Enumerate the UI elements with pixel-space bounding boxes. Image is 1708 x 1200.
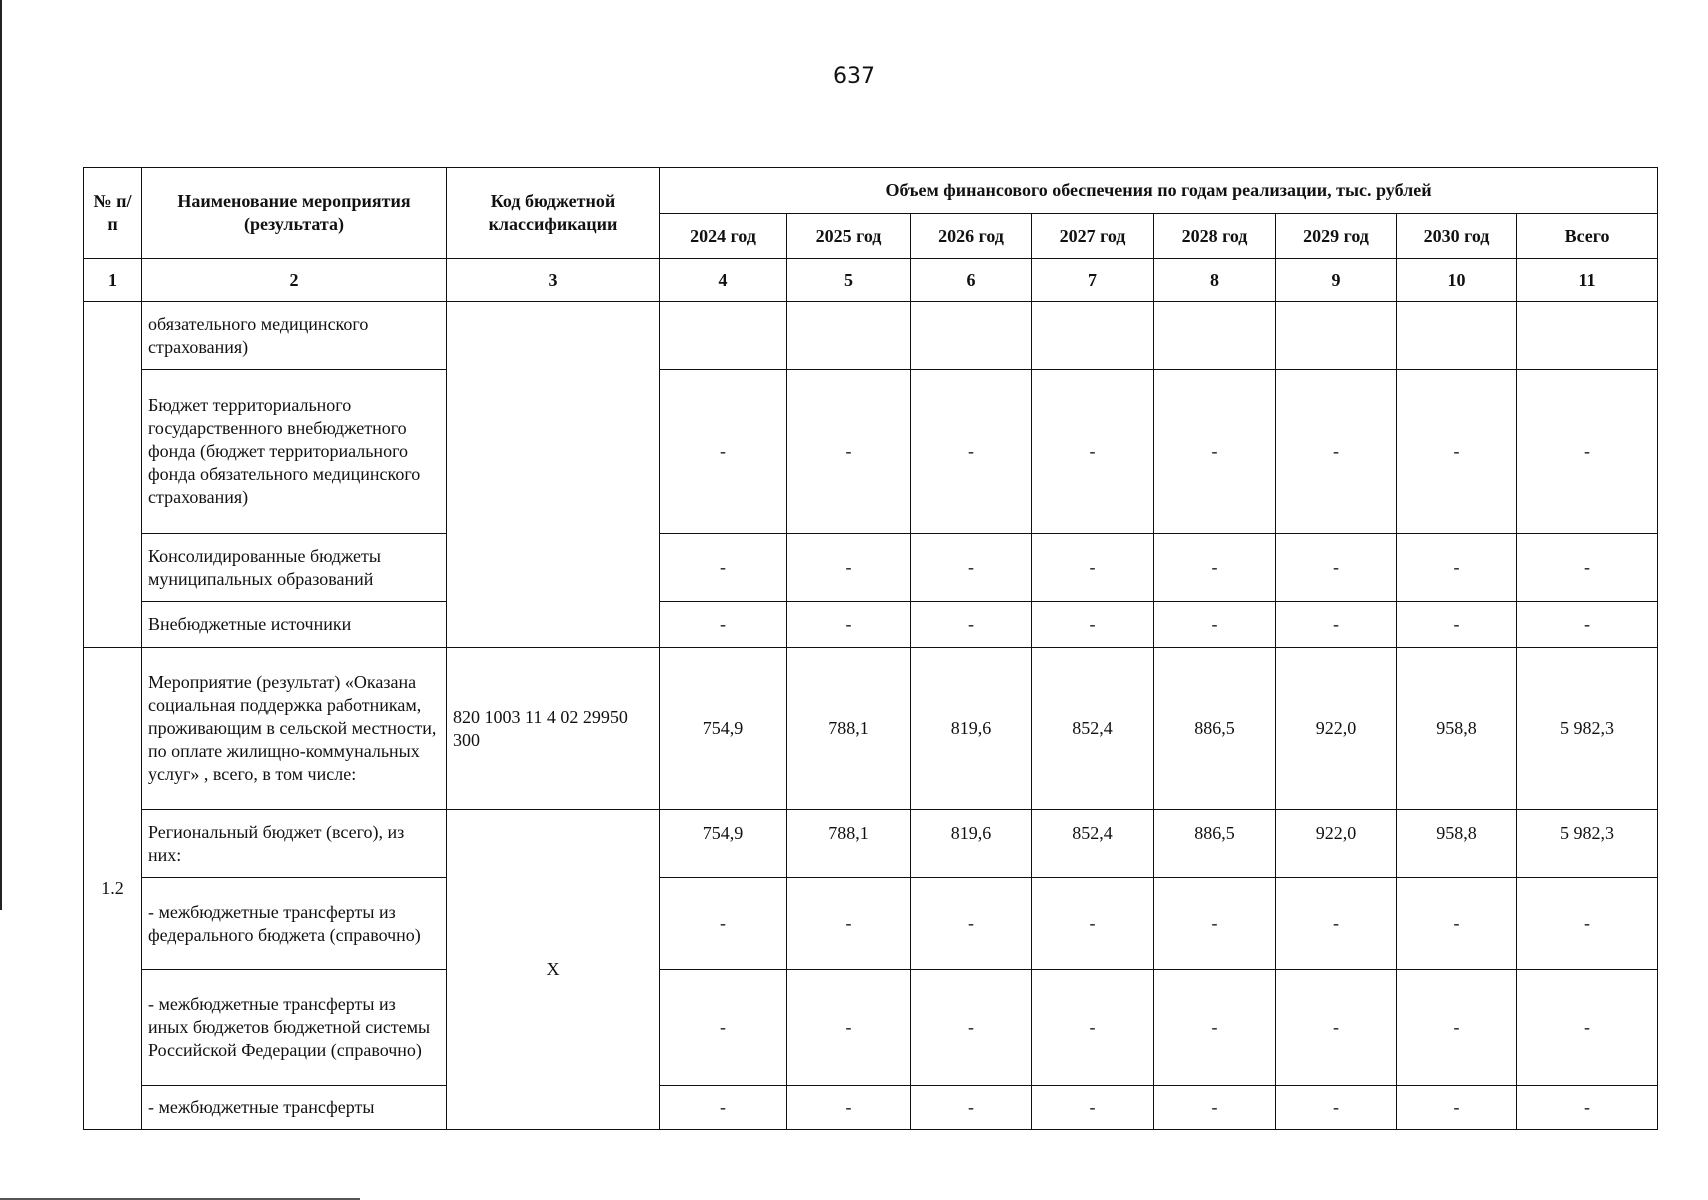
row-name: - межбюджетные трансферты <box>142 1086 447 1130</box>
row-value: - <box>660 1086 787 1130</box>
row-value: - <box>1517 1086 1658 1130</box>
row-value <box>1397 302 1517 370</box>
row-value: 754,9 <box>660 648 787 810</box>
row-value: - <box>1032 1086 1154 1130</box>
column-number: 1 <box>84 259 142 302</box>
row-value: - <box>1032 370 1154 534</box>
row-value: - <box>787 970 911 1086</box>
row-name: - межбюджетные трансферты из федерального бюджета (справочно) <box>142 878 447 970</box>
row-value: - <box>1397 534 1517 602</box>
table-row <box>84 1086 1658 1130</box>
row-value: - <box>1517 970 1658 1086</box>
scan-edge-left <box>0 0 2 910</box>
budget-table <box>83 167 1658 1130</box>
row-value: - <box>1517 534 1658 602</box>
row-name: Мероприятие (результат) «Оказана социальная поддержка работникам, проживающим в сельской местности, по оплате жилищно-коммунальных услуг» , всего, в том числе: <box>142 648 447 810</box>
row-name: Внебюджетные источники <box>142 602 447 648</box>
row-value: - <box>660 970 787 1086</box>
header-year: 2024 год <box>660 214 787 259</box>
table-row <box>84 534 1658 602</box>
row-value <box>787 302 911 370</box>
row-value <box>660 302 787 370</box>
row-name: Бюджет территориального государственного внебюджетного фонда (бюджет территориального фонда обязательного медицинского страхования) <box>142 370 447 534</box>
row-value <box>1276 302 1397 370</box>
header-year: 2025 год <box>787 214 911 259</box>
row-value: - <box>1276 1086 1397 1130</box>
row-value: - <box>1397 1086 1517 1130</box>
header-year: 2027 год <box>1032 214 1154 259</box>
row-value: - <box>911 1086 1032 1130</box>
row-value: - <box>787 370 911 534</box>
row-value: - <box>660 602 787 648</box>
row-name: - межбюджетные трансферты из иных бюджетов бюджетной системы Российской Федерации (справочно) <box>142 970 447 1086</box>
row-value: - <box>1276 970 1397 1086</box>
row-value: - <box>1032 534 1154 602</box>
row-value: - <box>1032 878 1154 970</box>
row-value: 819,6 <box>911 648 1032 810</box>
header-number: № п/п <box>84 168 142 259</box>
row-value: 788,1 <box>787 648 911 810</box>
row-value: 819,6 <box>911 810 1032 878</box>
row-value: - <box>1397 970 1517 1086</box>
row-value: - <box>1154 370 1276 534</box>
row-value: - <box>1154 602 1276 648</box>
row-index: 1.2 <box>84 648 142 1130</box>
row-value: - <box>1276 602 1397 648</box>
table-row <box>84 370 1658 534</box>
row-value: - <box>911 602 1032 648</box>
row-value: - <box>1032 602 1154 648</box>
row-value: - <box>660 370 787 534</box>
row-value: - <box>660 534 787 602</box>
row-value <box>1154 302 1276 370</box>
row-value: 852,4 <box>1032 648 1154 810</box>
row-value: - <box>911 970 1032 1086</box>
header-year: 2029 год <box>1276 214 1397 259</box>
row-value: 922,0 <box>1276 810 1397 878</box>
row-value: - <box>1032 970 1154 1086</box>
row-index-empty <box>84 302 142 648</box>
row-name: Консолидированные бюджеты муниципальных образований <box>142 534 447 602</box>
row-value: 958,8 <box>1397 810 1517 878</box>
column-number: 5 <box>787 259 911 302</box>
header-year: 2030 год <box>1397 214 1517 259</box>
row-value: - <box>787 534 911 602</box>
row-code-empty <box>447 302 660 648</box>
row-value: 5 982,3 <box>1517 648 1658 810</box>
row-value: - <box>1276 534 1397 602</box>
row-value: 788,1 <box>787 810 911 878</box>
row-value: 754,9 <box>660 810 787 878</box>
table-row <box>84 878 1658 970</box>
row-value: - <box>1276 370 1397 534</box>
row-value: 886,5 <box>1154 810 1276 878</box>
header-code: Код бюджетной классификации <box>447 168 660 259</box>
row-value: 886,5 <box>1154 648 1276 810</box>
table-row <box>84 302 1658 370</box>
row-value: 958,8 <box>1397 648 1517 810</box>
column-number: 7 <box>1032 259 1154 302</box>
row-value: - <box>1517 370 1658 534</box>
table-row <box>84 970 1658 1086</box>
row-value: - <box>1397 878 1517 970</box>
row-value <box>911 302 1032 370</box>
row-value: - <box>1154 970 1276 1086</box>
column-number: 3 <box>447 259 660 302</box>
column-number: 10 <box>1397 259 1517 302</box>
header-year: 2026 год <box>911 214 1032 259</box>
column-number: 4 <box>660 259 787 302</box>
header-total: Всего <box>1517 214 1658 259</box>
column-number: 6 <box>911 259 1032 302</box>
row-value: 852,4 <box>1032 810 1154 878</box>
row-value: - <box>911 534 1032 602</box>
column-number: 9 <box>1276 259 1397 302</box>
row-value: - <box>1276 878 1397 970</box>
row-value: - <box>1154 534 1276 602</box>
column-number: 8 <box>1154 259 1276 302</box>
row-value <box>1032 302 1154 370</box>
row-code: 820 1003 11 4 02 29950 300 <box>447 648 660 810</box>
row-value: - <box>787 602 911 648</box>
table-row <box>84 602 1658 648</box>
row-value: - <box>911 370 1032 534</box>
page-number: 637 <box>833 64 875 89</box>
row-code-x: X <box>447 810 660 1130</box>
row-value: - <box>911 878 1032 970</box>
column-number: 2 <box>142 259 447 302</box>
row-value: - <box>660 878 787 970</box>
row-value: 5 982,3 <box>1517 810 1658 878</box>
row-name: обязательного медицинского страхования) <box>142 302 447 370</box>
column-number: 11 <box>1517 259 1658 302</box>
row-name: Региональный бюджет (всего), из них: <box>142 810 447 878</box>
table-row <box>84 810 1658 878</box>
row-value: - <box>787 878 911 970</box>
row-value <box>1517 302 1658 370</box>
table-row-measure <box>84 648 1658 810</box>
row-value: - <box>1154 1086 1276 1130</box>
row-value: - <box>1397 370 1517 534</box>
row-value: - <box>1397 602 1517 648</box>
row-value: - <box>1154 878 1276 970</box>
row-value: - <box>1517 602 1658 648</box>
row-value: 922,0 <box>1276 648 1397 810</box>
header-volume: Объем финансового обеспечения по годам реализации, тыс. рублей <box>660 168 1658 214</box>
header-year: 2028 год <box>1154 214 1276 259</box>
header-name: Наименование мероприятия (результата) <box>142 168 447 259</box>
row-value: - <box>1517 878 1658 970</box>
row-value: - <box>787 1086 911 1130</box>
